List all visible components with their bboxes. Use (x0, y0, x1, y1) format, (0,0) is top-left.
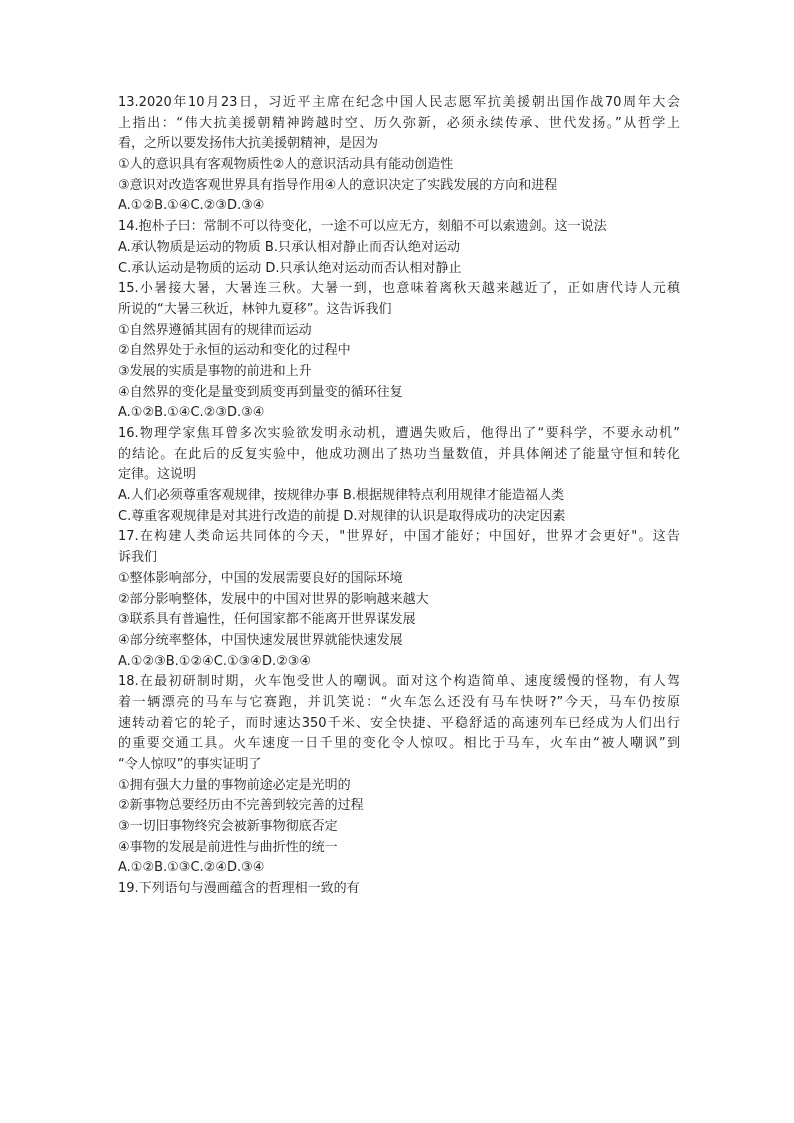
question-line: 所说的“大暑三秋近，林钟九夏移”。这告诉我们 (118, 301, 392, 317)
question-line: 14.抱朴子曰：常制不可以待变化，一途不可以应无方，刻船不可以索遗剑。这一说法 (118, 219, 607, 235)
question-line: 定律。这说明 (118, 467, 197, 483)
question-line: ②自然界处于永恒的运动和变化的过程中 (118, 343, 351, 359)
question-line: ③联系具有普遍性，任何国家都不能离开世界谋发展 (118, 612, 416, 628)
question-line: 诉我们 (118, 550, 158, 566)
question-line: ③一切旧事物终究会被新事物彻底否定 (118, 819, 338, 835)
question-q16 (118, 424, 680, 527)
question-line: A.①②③B.①②④C.①③④D.②③④ (118, 653, 312, 669)
question-list (118, 93, 680, 900)
question-q15 (118, 279, 680, 424)
question-line: 看，之所以要发扬伟大抗美援朝精神，是因为 (118, 136, 379, 152)
question-line: 15.小暑接大暑，大暑连三秋。大暑一到，也意味着离秋天越来越近了，正如唐代诗人元稹 (118, 281, 680, 297)
question-line: ④事物的发展是前进性与曲折性的统一 (118, 839, 338, 855)
question-line: “令人惊叹”的事实证明了 (118, 757, 262, 772)
question-line: ③发展的实质是事物的前进和上升 (118, 363, 312, 379)
question-line: ④自然界的变化是量变到质变再到量变的循环往复 (118, 384, 403, 400)
question-line: A.人们必须尊重客观规律，按规律办事 B.根据规律特点利用规律才能造福人类 (118, 488, 564, 504)
question-q18 (118, 672, 680, 879)
question-line: 着一辆漂亮的马车与它赛跑，并讥笑说：“火车怎么还没有马车快呀?”今天，马车仍按原 (118, 694, 680, 710)
question-q13 (118, 93, 680, 217)
question-line: ①自然界遵循其固有的规律而运动 (118, 322, 312, 338)
question-line: ③意识对改造客观世界具有指导作用④人的意识决定了实践发展的方向和进程 (118, 177, 558, 193)
question-line: A.①②B.①④C.②③D.③④ (118, 198, 265, 214)
question-line: A.承认物质是运动的物质 B.只承认相对静止而否认绝对运动 (118, 239, 460, 255)
question-line: 18.在最初研制时期，火车饱受世人的嘲讽。面对这个构造简单、速度缓慢的怪物，有人驾 (118, 674, 680, 690)
question-line: 13.2020年10月23日，习近平主席在纪念中国人民志愿军抗美援朝出国作战70周年大会 (118, 95, 680, 110)
question-line: 19.下列语句与漫画蕴含的哲理相一致的有 (118, 881, 360, 897)
question-line: ④部分统率整体，中国快速发展世界就能快速发展 (118, 632, 403, 648)
question-line: ①拥有强大力量的事物前途必定是光明的 (118, 777, 351, 793)
question-line: ②新事物总要经历由不完善到较完善的过程 (118, 798, 364, 814)
question-q17 (118, 527, 680, 672)
question-q19 (118, 879, 680, 900)
question-line: C.承认运动是物质的运动 D.只承认绝对运动而否认相对静止 (118, 260, 462, 276)
question-line: 的重要交通工具。火车速度一日千里的变化令人惊叹。相比于马车，火车由“被人嘲讽”到 (118, 736, 680, 752)
question-line: 16.物理学家焦耳曾多次实验欲发明永动机，遭遇失败后，他得出了“要科学，不要永动机” (118, 426, 680, 441)
exam-page (118, 93, 680, 900)
question-line: C.尊重客观规律是对其进行改造的前提 D.对规律的认识是取得成功的决定因素 (118, 508, 566, 524)
question-line: ①人的意识具有客观物质性②人的意识活动具有能动创造性 (118, 157, 454, 173)
question-line: 速转动着它的轮子，而时速达350千米、安全快捷、平稳舒适的高速列车已经成为人们出行 (118, 715, 680, 731)
question-line: ②部分影响整体，发展中的中国对世界的影响越来越大 (118, 591, 429, 607)
question-line: 17.在构建人类命运共同体的今天，"世界好，中国才能好；中国好，世界才会更好"。这告 (118, 529, 680, 545)
question-line: 上指出：“伟大抗美援朝精神跨越时空、历久弥新，必须永续传承、世代发扬。”从哲学上 (118, 115, 680, 131)
question-q14 (118, 217, 680, 279)
question-line: A.①②B.①④C.②③D.③④ (118, 405, 265, 421)
question-line: 的结论。在此后的反复实验中，他成功测出了热功当量数值，并具体阐述了能量守恒和转化 (118, 446, 680, 462)
question-line: A.①②B.①③C.②④D.③④ (118, 860, 265, 876)
question-line: ①整体影响部分，中国的发展需要良好的国际环境 (118, 570, 403, 586)
